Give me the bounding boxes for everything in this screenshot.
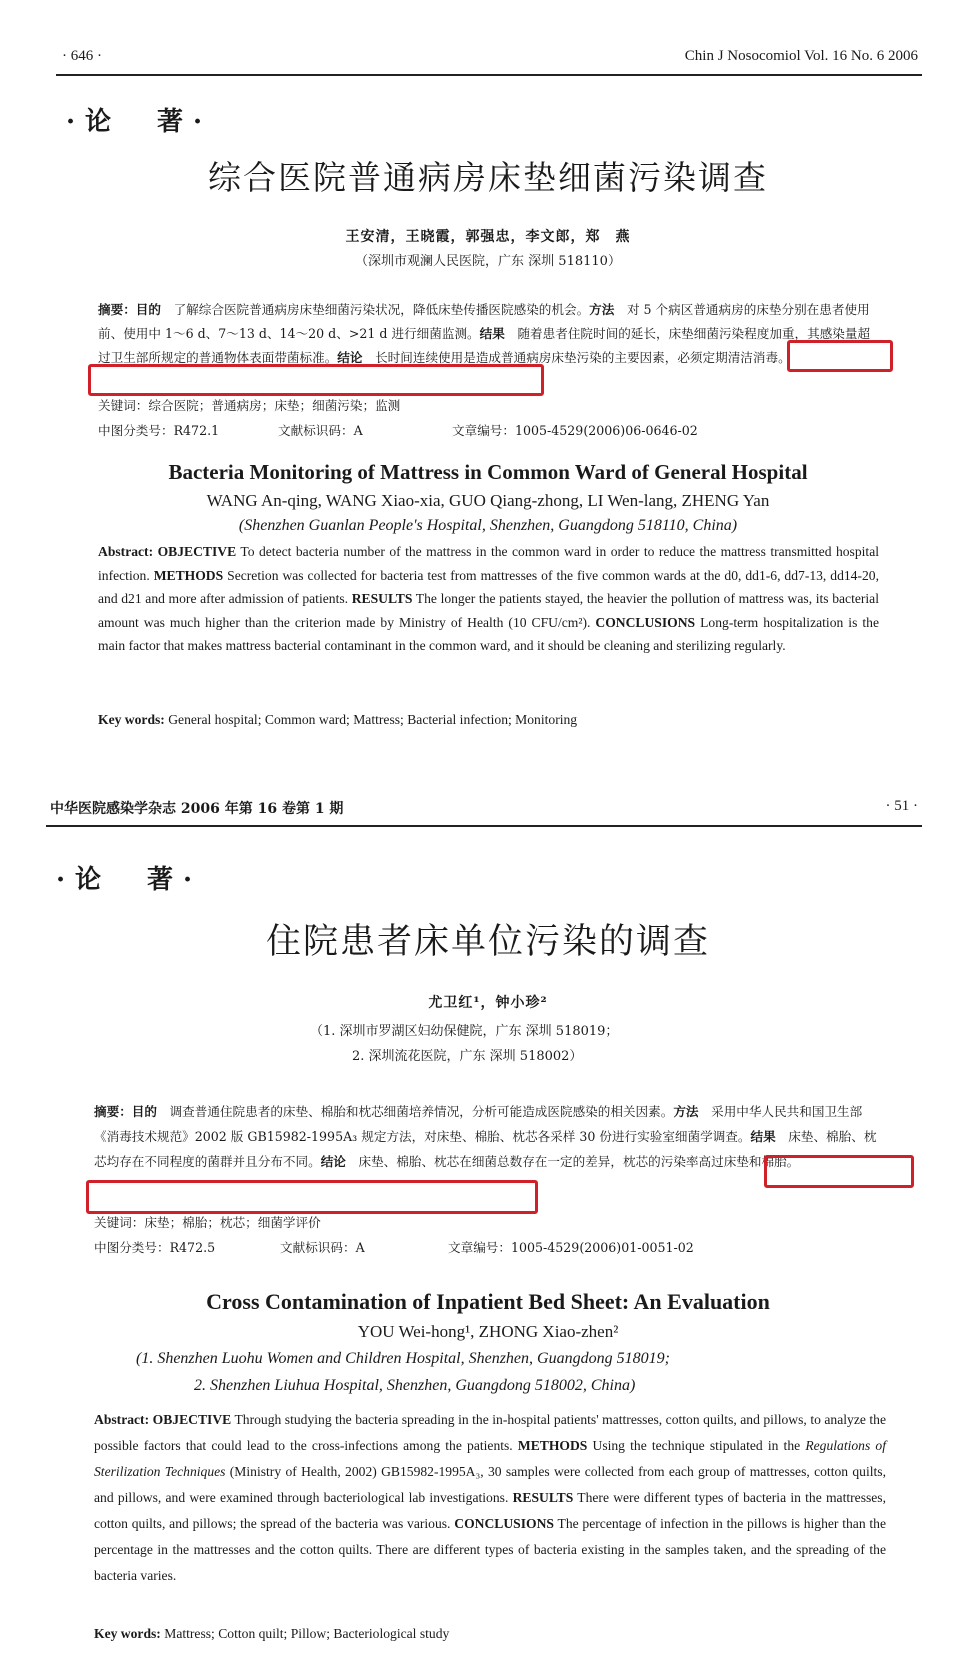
- clc-number: 中图分类号：R472.1: [98, 423, 220, 438]
- conclusion-label: 结论: [320, 1154, 346, 1169]
- methods-text: Secretion was collected for bacteria test from mattresses of the five common wards at the d0, dd1-6, dd7-13, dd14-20, and d21 and more after admission of patients.: [98, 567, 880, 607]
- journal-header: 中华医院感染学杂志 2006 年第 16 卷第 1 期: [50, 801, 344, 817]
- conclusion-highlight: [764, 1155, 914, 1188]
- keywords-label: Key words:: [98, 712, 165, 727]
- objective-text: 调查普通住院患者的床垫、棉胎和枕芯细菌培养情况，分析可能造成医院感染的相关因素。: [169, 1104, 674, 1119]
- abstract-label: 摘要：: [94, 1104, 132, 1119]
- results-label: 结果: [750, 1129, 776, 1144]
- affiliation-en-2: 2. Shenzhen Liuhua Hospital, Shenzhen, Guangdong 518002, China): [194, 1377, 636, 1394]
- results-label: RESULTS: [351, 591, 413, 607]
- abstract-label: Abstract:: [94, 1412, 150, 1427]
- affiliation-cn-2: 2. 深圳流花医院，广东 深圳 518002）: [352, 1049, 583, 1064]
- keywords-text: General hospital; Common ward; Mattress; Bacterial infection; Monitoring: [168, 712, 578, 727]
- page-number: · 51 ·: [885, 798, 918, 814]
- keywords-en: [98, 708, 879, 732]
- abstract-en: [94, 1407, 886, 1589]
- authors-en: YOU Wei-hong¹, ZHONG Xiao-zhen²: [357, 1322, 619, 1341]
- methods-label: METHODS: [517, 1438, 588, 1453]
- methods-label: 方法: [589, 302, 615, 317]
- authors-cn: 尤卫红¹，钟小珍²: [428, 995, 548, 1011]
- conclusion-highlight: [86, 1180, 538, 1214]
- authors-cn: 王安清，王晓霞，郭强忠，李文郎，郑 燕: [345, 229, 631, 245]
- keywords-cn: 关键词：综合医院；普通病房；床垫；细菌污染；监测: [98, 398, 401, 413]
- methods-text: 对 5 个病区普通病房的床垫分别在患者使用前、使用中 1～6 d、7～13 d、14～20 d、>21 d 进行细菌监测。: [98, 302, 870, 341]
- results-text: The longer the patients stayed, the heavier the pollution of mattress was, its bacterial amount was much higher than the criterion made by Ministry of Health (10 CFU/cm²).: [98, 591, 879, 630]
- conclusions-label: CONCLUSIONS: [454, 1516, 554, 1531]
- authors-en: WANG An-qing, WANG Xiao-xia, GUO Qiang-zhong, LI Wen-lang, ZHENG Yan: [206, 491, 770, 510]
- objective-label: OBJECTIVE: [152, 1412, 232, 1427]
- keywords-text: Mattress; Cotton quilt; Pillow; Bacteriological study: [164, 1626, 450, 1641]
- objective-text: To detect bacteria number of the mattress in the common ward in order to reduce the mattress transmitted hospital infection.: [98, 544, 880, 583]
- affiliation-cn-1: （1. 深圳市罗湖区妇幼保健院，广东 深圳 518019；: [310, 1024, 619, 1039]
- conclusions-text: Long-term hospitalization is the main factor that makes mattress bacterial contaminant in the common ward, and it should be cleaning and sterilizing regularly.: [98, 614, 879, 654]
- keywords-label: Key words:: [94, 1626, 161, 1641]
- conclusion-text: 床垫、棉胎、枕芯在细菌总数存在一定的差异，枕芯的污染率高过床垫和棉胎。: [358, 1154, 800, 1169]
- results-text: 床垫、棉胎、枕芯均存在不同程度的菌群并且分布不同。: [94, 1129, 877, 1169]
- results-label: 结果: [479, 326, 505, 341]
- objective-label: 目的: [135, 302, 161, 317]
- conclusion-highlight: [88, 364, 544, 396]
- title-en: Cross Contamination of Inpatient Bed Sheet: An Evaluation: [206, 1289, 770, 1314]
- objective-text: Through studying the bacteria spreading in the in-hospital patients' mattresses, cotton quilts, and pillows, to analyze the possible factors that could lead to the cross-infections among the patients.: [94, 1412, 887, 1453]
- title-en: Bacteria Monitoring of Mattress in Common Ward of General Hospital: [168, 460, 808, 484]
- journal-header: Chin J Nosocomiol Vol. 16 No. 6 2006: [684, 48, 918, 64]
- section-label: ·论 著·: [56, 865, 203, 895]
- section-label: ·论 著·: [66, 107, 213, 137]
- title-cn: 住院患者床单位污染的调查: [265, 922, 710, 962]
- methods-text-cont: (Ministry of Health, 2002) GB15982-1995A₃, 30 samples were collected from each group of mattresses, cotton quilts, and pillows, and were examined through bacteriological lab investigations.: [94, 1464, 886, 1505]
- conclusion-text: 长时间连续使用是造成普通病房床垫污染的主要因素，必须定期清洁消毒。: [375, 350, 791, 365]
- conclusions-label: CONCLUSIONS: [595, 614, 696, 630]
- objective-label: OBJECTIVE: [157, 544, 237, 559]
- article-number: 文章编号：1005-4529(2006)06-0646-02: [452, 423, 698, 438]
- abstract-en: [98, 540, 879, 658]
- header-rule: [56, 74, 922, 76]
- keywords-en: [94, 1622, 886, 1646]
- results-label: RESULTS: [512, 1490, 574, 1505]
- doc-code: 文献标识码：A: [280, 1240, 365, 1255]
- header-rule: [46, 825, 922, 827]
- methods-text: Using the technique stipulated in the: [592, 1438, 801, 1453]
- doc-code: 文献标识码：A: [278, 423, 363, 438]
- conclusion-highlight: [787, 340, 893, 372]
- page-number: · 646 ·: [62, 48, 102, 64]
- clc-number: 中图分类号：R472.5: [94, 1240, 216, 1255]
- abstract-label: Abstract:: [98, 544, 154, 559]
- affiliation-en: (Shenzhen Guanlan People's Hospital, Shenzhen, Guangdong 518110, China): [238, 517, 738, 534]
- objective-label: 目的: [131, 1104, 157, 1119]
- methods-label: 方法: [673, 1104, 699, 1119]
- objective-text: 了解综合医院普通病房床垫细菌污染状况，降低床垫传播医院感染的机会。: [173, 302, 590, 317]
- title-cn: 综合医院普通病房床垫细菌污染调查: [208, 158, 768, 197]
- affiliation-en-1: (1. Shenzhen Luohu Women and Children Hospital, Shenzhen, Guangdong 518019;: [136, 1350, 670, 1367]
- regulation-title: Regulations of Sterilization Techniques: [94, 1438, 886, 1479]
- methods-text: 采用中华人民共和国卫生部《消毒技术规范》2002 版 GB15982-1995A₃ 规定方法，对床垫、棉胎、枕芯各采样 30 份进行实验室细菌学调查。: [94, 1104, 863, 1144]
- conclusion-label: 结论: [337, 350, 363, 365]
- article-number: 文章编号：1005-4529(2006)01-0051-02: [448, 1240, 694, 1255]
- methods-label: METHODS: [153, 567, 224, 583]
- abstract-cn: [98, 298, 879, 370]
- results-text: There were different types of bacteria in the mattresses, cotton quilts, and pillows; the spread of the bacteria was various.: [94, 1490, 886, 1531]
- keywords-cn: 关键词：床垫；棉胎；枕芯；细菌学评价: [94, 1215, 321, 1230]
- abstract-label: 摘要：: [98, 302, 136, 317]
- affiliation-cn: （深圳市观澜人民医院，广东 深圳 518110）: [355, 254, 621, 269]
- results-text: 随着患者住院时间的延长，床垫细菌污染程度加重，其感染量超过卫生部所规定的普通物体表面带菌标准。: [98, 326, 871, 365]
- conclusions-text: The percentage of infection in the pillows is higher than the percentage in the mattresses and the cotton quilts. There are different types of bacteria existing in the samples taken, and the spreading of the bacteria varies.: [94, 1516, 887, 1583]
